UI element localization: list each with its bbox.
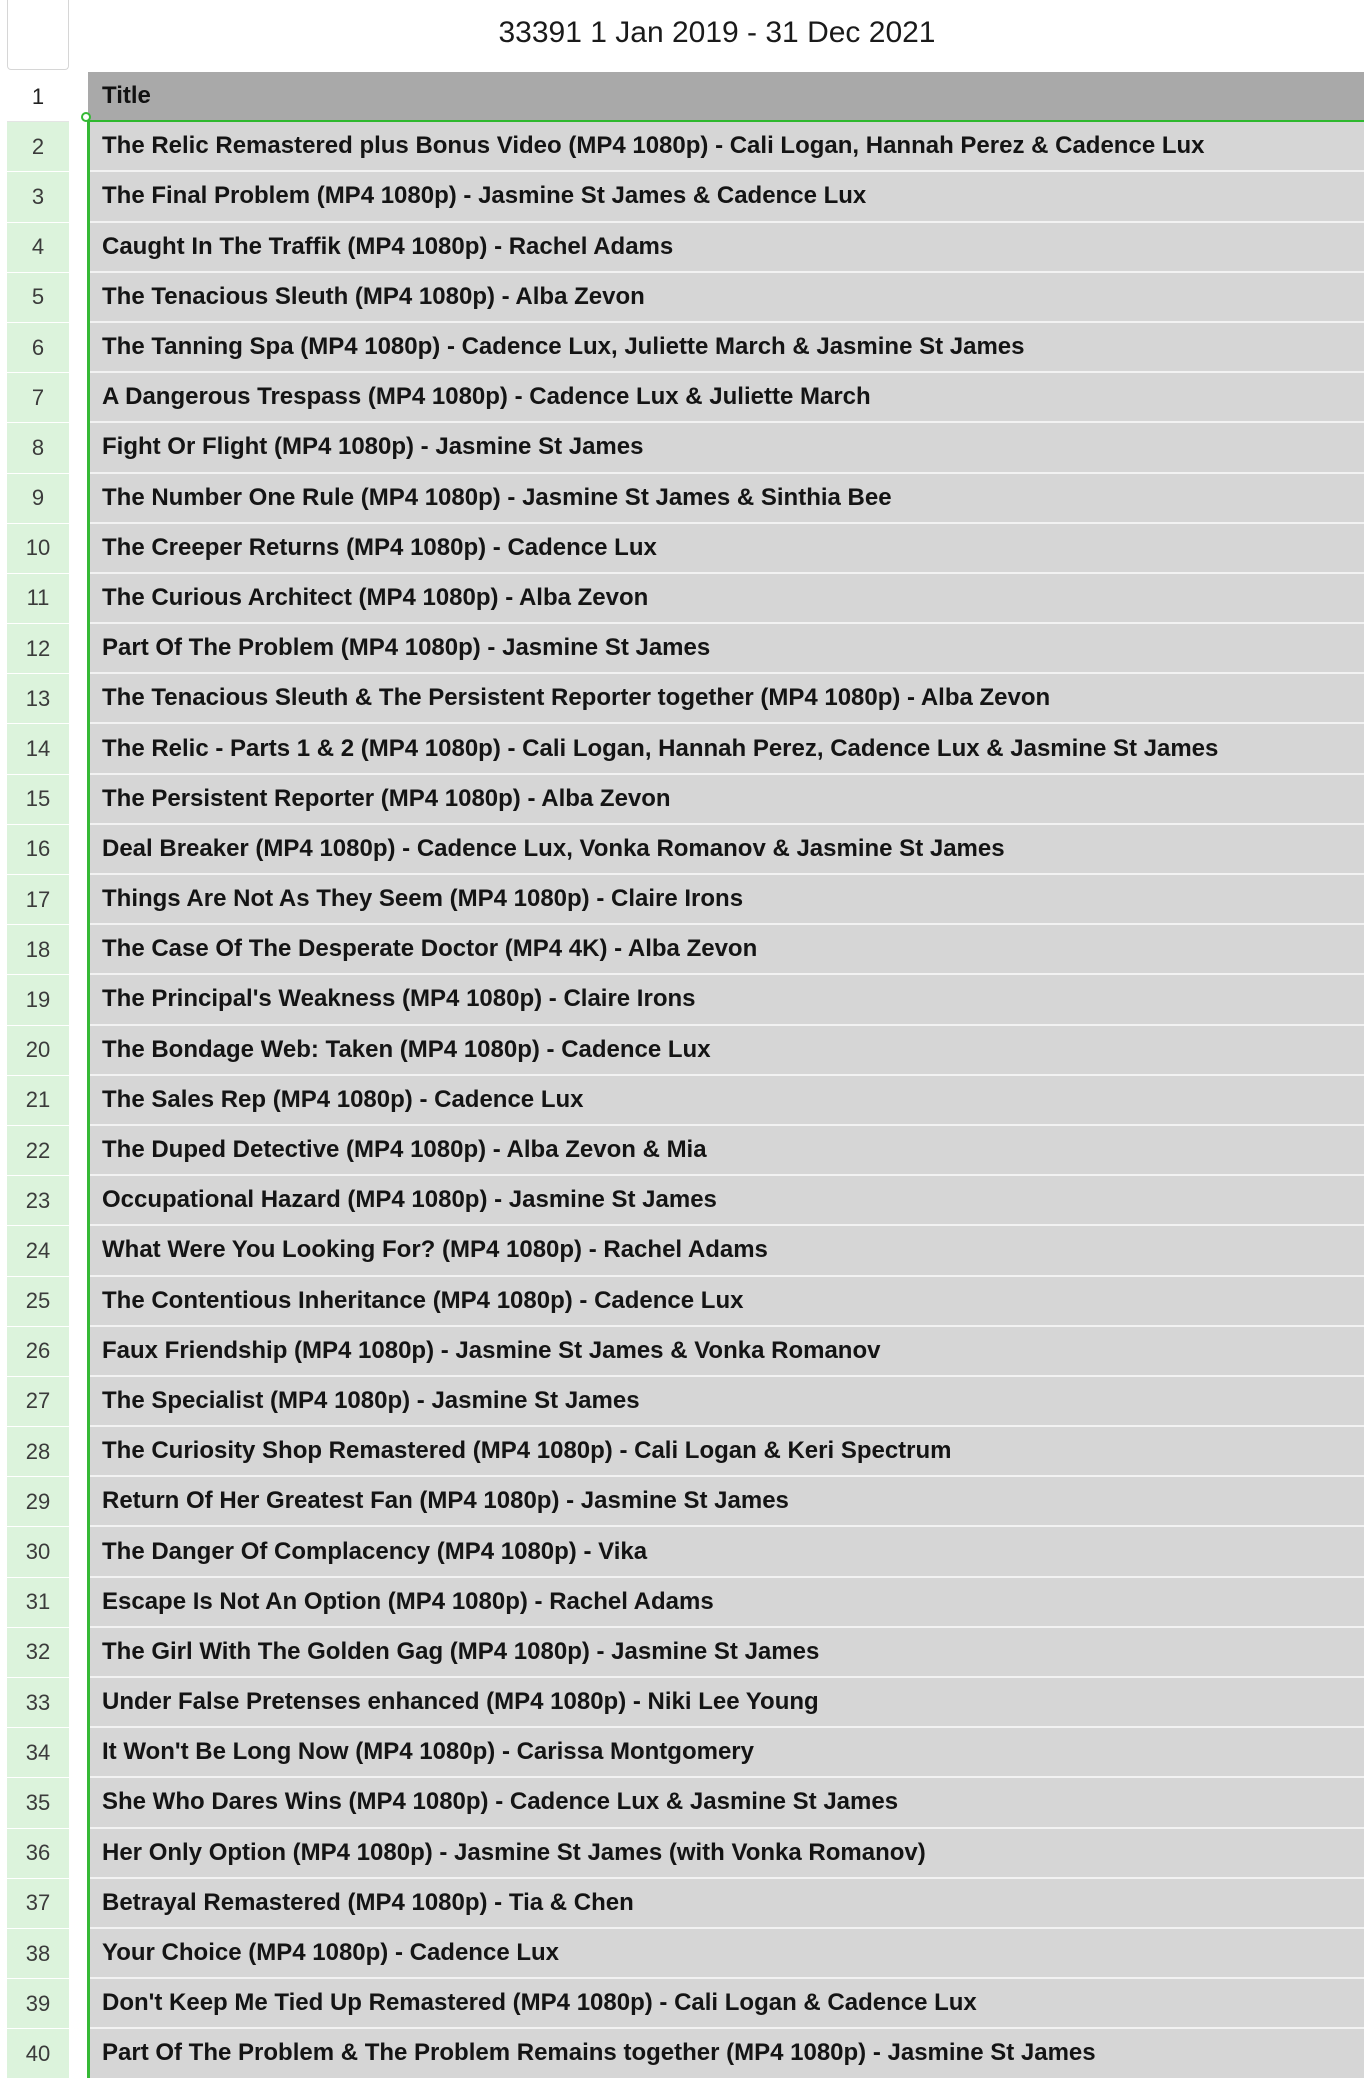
row-header[interactable]: 16 xyxy=(7,825,69,875)
row-header[interactable]: 38 xyxy=(7,1929,69,1979)
row-header[interactable]: 26 xyxy=(7,1327,69,1377)
row-header[interactable]: 1 xyxy=(7,72,69,122)
row-header[interactable]: 20 xyxy=(7,1026,69,1076)
table-cell[interactable]: The Curious Architect (MP4 1080p) - Alba Zevon xyxy=(88,574,1364,624)
data-table xyxy=(88,72,1364,2078)
table-cell[interactable]: The Bondage Web: Taken (MP4 1080p) - Cadence Lux xyxy=(88,1026,1364,1076)
table-cell[interactable]: Under False Pretenses enhanced (MP4 1080p) - Niki Lee Young xyxy=(88,1678,1364,1728)
row-header[interactable]: 33 xyxy=(7,1678,69,1728)
table-cell[interactable]: The Persistent Reporter (MP4 1080p) - Alba Zevon xyxy=(88,775,1364,825)
sheet-title[interactable]: 33391 1 Jan 2019 - 31 Dec 2021 xyxy=(498,16,936,49)
table-cell[interactable]: The Final Problem (MP4 1080p) - Jasmine St James & Cadence Lux xyxy=(88,172,1364,222)
table-cell[interactable]: The Duped Detective (MP4 1080p) - Alba Zevon & Mia xyxy=(88,1126,1364,1176)
column-header-title[interactable]: Title xyxy=(88,72,1364,122)
row-header[interactable]: 14 xyxy=(7,724,69,774)
table-cell[interactable]: The Danger Of Complacency (MP4 1080p) - Vika xyxy=(88,1527,1364,1577)
table-cell[interactable]: Part Of The Problem (MP4 1080p) - Jasmine St James xyxy=(88,624,1364,674)
row-header[interactable]: 19 xyxy=(7,975,69,1025)
table-cell[interactable]: Occupational Hazard (MP4 1080p) - Jasmine St James xyxy=(88,1176,1364,1226)
table-cell[interactable]: The Tenacious Sleuth (MP4 1080p) - Alba Zevon xyxy=(88,273,1364,323)
row-header[interactable]: 13 xyxy=(7,674,69,724)
table-cell[interactable]: The Case Of The Desperate Doctor (MP4 4K) - Alba Zevon xyxy=(88,925,1364,975)
table-cell[interactable]: The Tanning Spa (MP4 1080p) - Cadence Lux, Juliette March & Jasmine St James xyxy=(88,323,1364,373)
row-header[interactable]: 30 xyxy=(7,1527,69,1577)
row-header[interactable]: 35 xyxy=(7,1778,69,1828)
row-header[interactable]: 9 xyxy=(7,474,69,524)
select-all-corner[interactable] xyxy=(7,0,69,70)
row-header[interactable]: 25 xyxy=(7,1277,69,1327)
table-cell[interactable]: It Won't Be Long Now (MP4 1080p) - Carissa Montgomery xyxy=(88,1728,1364,1778)
table-cell[interactable]: Your Choice (MP4 1080p) - Cadence Lux xyxy=(88,1929,1364,1979)
table-cell[interactable]: The Principal's Weakness (MP4 1080p) - Claire Irons xyxy=(88,975,1364,1025)
row-header[interactable]: 28 xyxy=(7,1427,69,1477)
row-header[interactable]: 15 xyxy=(7,775,69,825)
table-cell[interactable]: The Sales Rep (MP4 1080p) - Cadence Lux xyxy=(88,1076,1364,1126)
table-cell[interactable]: She Who Dares Wins (MP4 1080p) - Cadence Lux & Jasmine St James xyxy=(88,1778,1364,1828)
table-cell[interactable]: What Were You Looking For? (MP4 1080p) - Rachel Adams xyxy=(88,1226,1364,1276)
row-header[interactable]: 36 xyxy=(7,1829,69,1879)
row-header[interactable]: 31 xyxy=(7,1578,69,1628)
row-header[interactable]: 2 xyxy=(7,122,69,172)
table-cell[interactable]: The Number One Rule (MP4 1080p) - Jasmine St James & Sinthia Bee xyxy=(88,474,1364,524)
row-header[interactable]: 17 xyxy=(7,875,69,925)
row-header[interactable]: 22 xyxy=(7,1126,69,1176)
row-header[interactable]: 7 xyxy=(7,373,69,423)
gutter-separator xyxy=(69,72,88,2078)
row-header[interactable]: 39 xyxy=(7,1979,69,2029)
row-header[interactable]: 24 xyxy=(7,1226,69,1276)
table-cell[interactable]: Betrayal Remastered (MP4 1080p) - Tia & Chen xyxy=(88,1879,1364,1929)
row-header[interactable]: 12 xyxy=(7,624,69,674)
row-header[interactable]: 10 xyxy=(7,524,69,574)
table-cell[interactable]: The Specialist (MP4 1080p) - Jasmine St James xyxy=(88,1377,1364,1427)
row-header[interactable]: 27 xyxy=(7,1377,69,1427)
row-header-column xyxy=(7,72,69,2078)
selection-handle[interactable] xyxy=(81,112,91,122)
table-cell[interactable]: Fight Or Flight (MP4 1080p) - Jasmine St James xyxy=(88,423,1364,473)
table-cell[interactable]: Don't Keep Me Tied Up Remastered (MP4 1080p) - Cali Logan & Cadence Lux xyxy=(88,1979,1364,2029)
table-cell[interactable]: Part Of The Problem & The Problem Remains together (MP4 1080p) - Jasmine St James xyxy=(88,2029,1364,2078)
table-cell[interactable]: A Dangerous Trespass (MP4 1080p) - Cadence Lux & Juliette March xyxy=(88,373,1364,423)
row-header[interactable]: 40 xyxy=(7,2029,69,2078)
table-cell[interactable]: The Girl With The Golden Gag (MP4 1080p) - Jasmine St James xyxy=(88,1628,1364,1678)
row-header[interactable]: 34 xyxy=(7,1728,69,1778)
table-cell[interactable]: The Relic - Parts 1 & 2 (MP4 1080p) - Cali Logan, Hannah Perez, Cadence Lux & Jasmine St James xyxy=(88,724,1364,774)
selection-border xyxy=(87,118,90,2078)
row-header[interactable]: 5 xyxy=(7,273,69,323)
table-cell[interactable]: Things Are Not As They Seem (MP4 1080p) - Claire Irons xyxy=(88,875,1364,925)
row-header[interactable]: 23 xyxy=(7,1176,69,1226)
row-header[interactable]: 6 xyxy=(7,323,69,373)
row-header[interactable]: 21 xyxy=(7,1076,69,1126)
table-cell[interactable]: Her Only Option (MP4 1080p) - Jasmine St James (with Vonka Romanov) xyxy=(88,1829,1364,1879)
table-cell[interactable]: The Tenacious Sleuth & The Persistent Reporter together (MP4 1080p) - Alba Zevon xyxy=(88,674,1364,724)
row-header[interactable]: 29 xyxy=(7,1477,69,1527)
table-cell[interactable]: The Curiosity Shop Remastered (MP4 1080p) - Cali Logan & Keri Spectrum xyxy=(88,1427,1364,1477)
table-cell[interactable]: Return Of Her Greatest Fan (MP4 1080p) - Jasmine St James xyxy=(88,1477,1364,1527)
table-cell[interactable]: Escape Is Not An Option (MP4 1080p) - Rachel Adams xyxy=(88,1578,1364,1628)
row-header[interactable]: 4 xyxy=(7,223,69,273)
table-cell[interactable]: The Creeper Returns (MP4 1080p) - Cadence Lux xyxy=(88,524,1364,574)
table-cell[interactable]: Caught In The Traffik (MP4 1080p) - Rachel Adams xyxy=(88,223,1364,273)
row-header[interactable]: 3 xyxy=(7,172,69,222)
row-header[interactable]: 18 xyxy=(7,925,69,975)
row-header[interactable]: 32 xyxy=(7,1628,69,1678)
table-cell[interactable]: The Contentious Inheritance (MP4 1080p) - Cadence Lux xyxy=(88,1277,1364,1327)
row-header[interactable]: 8 xyxy=(7,423,69,473)
table-cell[interactable]: Faux Friendship (MP4 1080p) - Jasmine St James & Vonka Romanov xyxy=(88,1327,1364,1377)
table-cell[interactable]: Deal Breaker (MP4 1080p) - Cadence Lux, Vonka Romanov & Jasmine St James xyxy=(88,825,1364,875)
table-cell[interactable]: The Relic Remastered plus Bonus Video (MP4 1080p) - Cali Logan, Hannah Perez & Cadence Lux xyxy=(88,122,1364,172)
row-header[interactable]: 11 xyxy=(7,574,69,624)
row-header[interactable]: 37 xyxy=(7,1879,69,1929)
